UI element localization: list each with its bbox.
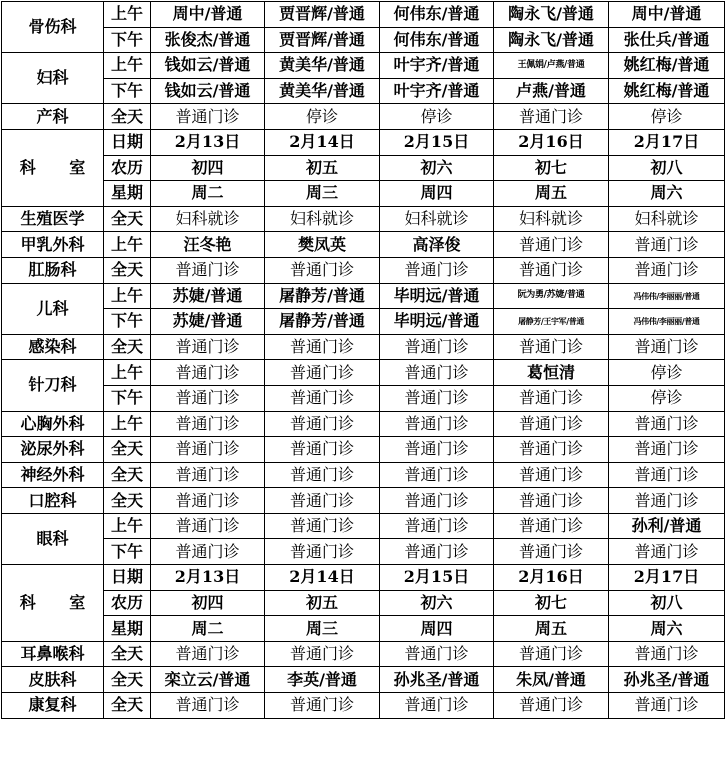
schedule-cell: 叶宇齐/普通 [380, 53, 494, 79]
schedule-cell: 普通门诊 [494, 641, 609, 667]
period-label: 全天 [104, 437, 151, 463]
schedule-cell: 冯伟伟/李丽丽/普通 [609, 283, 725, 309]
schedule-cell: 普通门诊 [151, 385, 265, 411]
schedule-cell: 普通门诊 [380, 411, 494, 437]
schedule-cell: 钱如云/普通 [151, 53, 265, 79]
schedule-cell: 卢燕/普通 [494, 78, 609, 104]
header-dept-label: 科 室 [2, 565, 104, 642]
period-label: 上午 [104, 283, 151, 309]
schedule-row [2, 206, 725, 232]
period-label: 全天 [104, 641, 151, 667]
dept-name: 生殖医学 [2, 206, 104, 232]
dept-name: 针刀科 [2, 360, 104, 411]
schedule-cell: 妇科就诊 [380, 206, 494, 232]
schedule-cell: 普通门诊 [265, 488, 380, 514]
schedule-cell: 张俊杰/普通 [151, 27, 265, 53]
schedule-cell: 普通门诊 [265, 462, 380, 488]
schedule-cell: 汪冬艳 [151, 232, 265, 258]
period-label: 全天 [104, 488, 151, 514]
schedule-cell: 普通门诊 [151, 539, 265, 565]
header-lunar: 初四 [151, 590, 265, 616]
schedule-cell: 妇科就诊 [494, 206, 609, 232]
schedule-cell: 普通门诊 [151, 462, 265, 488]
schedule-cell: 普通门诊 [151, 641, 265, 667]
schedule-cell: 普通门诊 [609, 232, 725, 258]
schedule-cell: 孙利/普通 [609, 513, 725, 539]
header-lunar: 初六 [380, 590, 494, 616]
schedule-cell: 普通门诊 [265, 693, 380, 719]
header-row-lunar [2, 155, 725, 181]
schedule-cell: 姚红梅/普通 [609, 78, 725, 104]
schedule-cell: 普通门诊 [265, 437, 380, 463]
period-label: 全天 [104, 206, 151, 232]
header-lunar: 初八 [609, 590, 725, 616]
schedule-cell: 普通门诊 [380, 385, 494, 411]
schedule-row [2, 27, 725, 53]
header-week-label: 星期 [104, 616, 151, 642]
schedule-cell: 陶永飞/普通 [494, 2, 609, 28]
schedule-cell: 周中/普通 [609, 2, 725, 28]
schedule-row [2, 53, 725, 79]
schedule-cell: 普通门诊 [265, 385, 380, 411]
schedule-cell: 普通门诊 [380, 488, 494, 514]
schedule-cell: 普通门诊 [609, 411, 725, 437]
period-label: 全天 [104, 667, 151, 693]
schedule-cell: 停诊 [609, 360, 725, 386]
header-weekday: 周五 [494, 616, 609, 642]
schedule-cell: 陶永飞/普通 [494, 27, 609, 53]
period-label: 全天 [104, 257, 151, 283]
schedule-row [2, 385, 725, 411]
period-label: 全天 [104, 334, 151, 360]
schedule-cell: 普通门诊 [151, 437, 265, 463]
schedule-cell: 普通门诊 [151, 257, 265, 283]
schedule-row [2, 2, 725, 28]
header-weekday: 周六 [609, 616, 725, 642]
schedule-cell: 孙兆圣/普通 [380, 667, 494, 693]
dept-name: 眼科 [2, 513, 104, 564]
schedule-cell: 普通门诊 [494, 334, 609, 360]
header-weekday: 周三 [265, 616, 380, 642]
schedule-cell: 普通门诊 [151, 360, 265, 386]
schedule-cell: 贾晋辉/普通 [265, 27, 380, 53]
period-label: 下午 [104, 309, 151, 335]
header-lunar-label: 农历 [104, 155, 151, 181]
header-weekday: 周四 [380, 181, 494, 207]
schedule-cell: 毕明远/普通 [380, 283, 494, 309]
dept-name: 肛肠科 [2, 257, 104, 283]
schedule-row [2, 78, 725, 104]
period-label: 下午 [104, 78, 151, 104]
dept-name: 妇科 [2, 53, 104, 104]
schedule-cell: 普通门诊 [151, 334, 265, 360]
dept-name: 儿科 [2, 283, 104, 334]
schedule-cell: 普通门诊 [380, 513, 494, 539]
schedule-row [2, 437, 725, 463]
schedule-cell: 普通门诊 [380, 462, 494, 488]
period-label: 上午 [104, 2, 151, 28]
header-date: 2月16日 [494, 129, 609, 155]
schedule-cell: 黄美华/普通 [265, 78, 380, 104]
schedule-cell: 普通门诊 [494, 513, 609, 539]
schedule-cell: 阮为勇/苏婕/普通 [494, 283, 609, 309]
header-weekday: 周三 [265, 181, 380, 207]
schedule-row [2, 462, 725, 488]
schedule-cell: 普通门诊 [380, 360, 494, 386]
header-date: 2月17日 [609, 129, 725, 155]
schedule-row [2, 104, 725, 130]
schedule-row [2, 411, 725, 437]
header-week-label: 星期 [104, 181, 151, 207]
schedule-cell: 妇科就诊 [609, 206, 725, 232]
schedule-cell: 黄美华/普通 [265, 53, 380, 79]
header-date: 2月14日 [265, 565, 380, 591]
schedule-cell: 停诊 [609, 104, 725, 130]
header-row-date [2, 565, 725, 591]
header-lunar: 初八 [609, 155, 725, 181]
schedule-cell: 栾立云/普通 [151, 667, 265, 693]
period-label: 全天 [104, 104, 151, 130]
schedule-row [2, 257, 725, 283]
period-label: 上午 [104, 360, 151, 386]
schedule-cell: 普通门诊 [494, 539, 609, 565]
schedule-cell: 停诊 [265, 104, 380, 130]
period-label: 上午 [104, 513, 151, 539]
schedule-cell: 何伟东/普通 [380, 2, 494, 28]
schedule-cell: 钱如云/普通 [151, 78, 265, 104]
schedule-cell: 普通门诊 [151, 488, 265, 514]
schedule-cell: 苏婕/普通 [151, 283, 265, 309]
header-lunar: 初六 [380, 155, 494, 181]
schedule-row [2, 641, 725, 667]
schedule-cell: 普通门诊 [265, 641, 380, 667]
schedule-cell: 冯伟伟/李丽丽/普通 [609, 309, 725, 335]
header-row-weekday [2, 181, 725, 207]
header-date-label: 日期 [104, 565, 151, 591]
header-date: 2月15日 [380, 565, 494, 591]
header-date: 2月13日 [151, 565, 265, 591]
schedule-cell: 张仕兵/普通 [609, 27, 725, 53]
period-label: 下午 [104, 539, 151, 565]
schedule-cell: 樊凤英 [265, 232, 380, 258]
header-row-lunar [2, 590, 725, 616]
schedule-row [2, 693, 725, 719]
schedule-cell: 停诊 [609, 385, 725, 411]
schedule-cell: 朱凤/普通 [494, 667, 609, 693]
schedule-cell: 普通门诊 [380, 693, 494, 719]
schedule-cell: 普通门诊 [265, 334, 380, 360]
schedule-cell: 普通门诊 [609, 462, 725, 488]
header-weekday: 周六 [609, 181, 725, 207]
schedule-cell: 普通门诊 [380, 641, 494, 667]
schedule-cell: 普通门诊 [494, 462, 609, 488]
schedule-cell: 何伟东/普通 [380, 27, 494, 53]
dept-name: 产科 [2, 104, 104, 130]
schedule-cell: 普通门诊 [151, 411, 265, 437]
schedule-cell: 普通门诊 [494, 257, 609, 283]
schedule-cell: 普通门诊 [494, 437, 609, 463]
header-lunar: 初七 [494, 155, 609, 181]
schedule-cell: 普通门诊 [494, 232, 609, 258]
header-weekday: 周五 [494, 181, 609, 207]
header-lunar: 初五 [265, 590, 380, 616]
schedule-cell: 普通门诊 [609, 641, 725, 667]
period-label: 下午 [104, 27, 151, 53]
schedule-cell: 王佩娟/卢燕/普通 [494, 53, 609, 79]
schedule-cell: 普通门诊 [609, 488, 725, 514]
period-label: 下午 [104, 385, 151, 411]
header-row-weekday [2, 616, 725, 642]
header-date: 2月13日 [151, 129, 265, 155]
schedule-cell: 孙兆圣/普通 [609, 667, 725, 693]
dept-name: 心胸外科 [2, 411, 104, 437]
schedule-row [2, 539, 725, 565]
header-row-date [2, 129, 725, 155]
header-date: 2月16日 [494, 565, 609, 591]
header-weekday: 周二 [151, 616, 265, 642]
schedule-cell: 高泽俊 [380, 232, 494, 258]
header-dept-label: 科 室 [2, 129, 104, 206]
schedule-cell: 普通门诊 [151, 513, 265, 539]
schedule-cell: 停诊 [380, 104, 494, 130]
dept-name: 康复科 [2, 693, 104, 719]
header-weekday: 周四 [380, 616, 494, 642]
schedule-cell: 普通门诊 [151, 693, 265, 719]
schedule-cell: 屠静芳/王宇军/普通 [494, 309, 609, 335]
schedule-cell: 葛恒清 [494, 360, 609, 386]
schedule-cell: 普通门诊 [494, 104, 609, 130]
dept-name: 口腔科 [2, 488, 104, 514]
schedule-cell: 屠静芳/普通 [265, 309, 380, 335]
schedule-cell: 普通门诊 [380, 437, 494, 463]
period-label: 上午 [104, 232, 151, 258]
schedule-cell: 普通门诊 [609, 693, 725, 719]
schedule-cell: 普通门诊 [609, 437, 725, 463]
period-label: 全天 [104, 693, 151, 719]
schedule-row [2, 513, 725, 539]
schedule-cell: 普通门诊 [609, 539, 725, 565]
schedule-cell: 叶宇齐/普通 [380, 78, 494, 104]
header-date: 2月15日 [380, 129, 494, 155]
header-lunar-label: 农历 [104, 590, 151, 616]
header-lunar: 初七 [494, 590, 609, 616]
schedule-cell: 屠静芳/普通 [265, 283, 380, 309]
clinic-schedule-table [1, 1, 725, 719]
schedule-cell: 贾晋辉/普通 [265, 2, 380, 28]
schedule-cell: 普通门诊 [265, 411, 380, 437]
dept-name: 感染科 [2, 334, 104, 360]
schedule-cell: 普通门诊 [609, 257, 725, 283]
schedule-row [2, 667, 725, 693]
dept-name: 甲乳外科 [2, 232, 104, 258]
schedule-row [2, 309, 725, 335]
schedule-row [2, 283, 725, 309]
schedule-cell: 普通门诊 [380, 539, 494, 565]
schedule-cell: 普通门诊 [494, 693, 609, 719]
dept-name: 皮肤科 [2, 667, 104, 693]
schedule-cell: 李英/普通 [265, 667, 380, 693]
header-lunar: 初五 [265, 155, 380, 181]
header-date: 2月17日 [609, 565, 725, 591]
schedule-cell: 毕明远/普通 [380, 309, 494, 335]
header-date-label: 日期 [104, 129, 151, 155]
schedule-cell: 普通门诊 [265, 360, 380, 386]
schedule-cell: 普通门诊 [609, 334, 725, 360]
schedule-cell: 妇科就诊 [151, 206, 265, 232]
dept-name: 神经外科 [2, 462, 104, 488]
header-date: 2月14日 [265, 129, 380, 155]
schedule-cell: 普通门诊 [265, 513, 380, 539]
schedule-row [2, 334, 725, 360]
dept-name: 耳鼻喉科 [2, 641, 104, 667]
period-label: 上午 [104, 53, 151, 79]
schedule-cell: 普通门诊 [494, 488, 609, 514]
schedule-cell: 妇科就诊 [265, 206, 380, 232]
schedule-row [2, 360, 725, 386]
schedule-cell: 普通门诊 [265, 257, 380, 283]
schedule-cell: 普通门诊 [265, 539, 380, 565]
period-label: 全天 [104, 462, 151, 488]
schedule-row [2, 232, 725, 258]
dept-name: 泌尿外科 [2, 437, 104, 463]
schedule-cell: 普通门诊 [380, 257, 494, 283]
schedule-row [2, 488, 725, 514]
schedule-cell: 普通门诊 [380, 334, 494, 360]
dept-name: 骨伤科 [2, 2, 104, 53]
header-lunar: 初四 [151, 155, 265, 181]
period-label: 上午 [104, 411, 151, 437]
header-weekday: 周二 [151, 181, 265, 207]
schedule-cell: 苏婕/普通 [151, 309, 265, 335]
schedule-cell: 姚红梅/普通 [609, 53, 725, 79]
schedule-cell: 普通门诊 [494, 411, 609, 437]
schedule-cell: 周中/普通 [151, 2, 265, 28]
schedule-cell: 普通门诊 [151, 104, 265, 130]
schedule-cell: 普通门诊 [494, 385, 609, 411]
